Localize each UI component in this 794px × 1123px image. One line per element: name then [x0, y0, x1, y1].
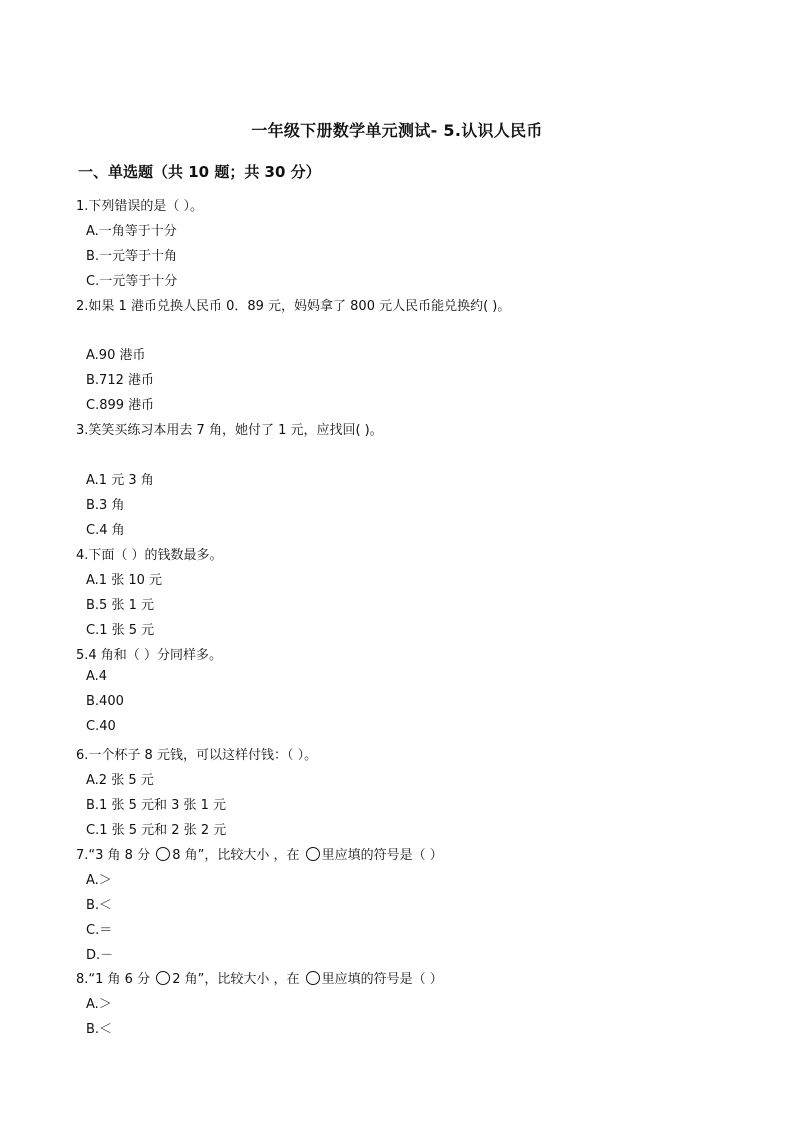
question-8-stem-part-2: 2 角”，比较大小 ，在: [172, 972, 304, 987]
question-2-option-a: A.90 港币: [86, 348, 146, 363]
question-2-option-b: B.712 港币: [86, 373, 154, 388]
question-4-stem: 4.下面（ ）的钱数最多。: [76, 548, 223, 563]
blank-circle-icon: [306, 847, 320, 861]
question-4-option-c: C.1 张 5 元: [86, 623, 155, 638]
question-1-option-a: A.一角等于十分: [86, 224, 177, 239]
question-6-option-b: B.1 张 5 元和 3 张 1 元: [86, 798, 227, 813]
question-8-stem-part-3: 里应填的符号是（ ）: [321, 972, 443, 987]
question-7-stem: [76, 844, 443, 863]
question-3-option-c: C.4 角: [86, 523, 125, 538]
question-6-option-c: C.1 张 5 元和 2 张 2 元: [86, 823, 227, 838]
question-6-stem: 6.一个杯子 8 元钱，可以这样付钱：（ ）。: [76, 748, 318, 763]
question-7-option-a: A.＞: [86, 873, 112, 888]
question-5-option-c: C.40: [86, 719, 116, 734]
section-heading: 一、单选题（共 10 题；共 30 分）: [78, 163, 321, 181]
question-4-option-a: A.1 张 10 元: [86, 573, 163, 588]
question-2-option-c: C.899 港币: [86, 398, 155, 413]
question-5-option-a: A.4: [86, 669, 108, 684]
question-2-stem: 2.如果 1 港币兑换人民币 0．89 元，妈妈拿了 800 元人民币能兑换约( )。: [76, 299, 511, 314]
question-8-stem-part-1: 8.“1 角 6 分: [76, 972, 155, 987]
question-7-option-c: C.＝: [86, 923, 113, 938]
question-8-option-b: B.＜: [86, 1022, 113, 1037]
question-7-option-b: B.＜: [86, 898, 113, 913]
question-1-option-b: B.一元等于十角: [86, 249, 178, 264]
page-title: 一年级下册数学单元测试- 5.认识人民币: [251, 121, 543, 140]
question-5-option-b: B.400: [86, 694, 124, 709]
question-7-stem-part-2: 8 角”，比较大小 ，在: [172, 848, 304, 863]
blank-circle-icon: [156, 971, 170, 985]
question-7-stem-part-1: 7.“3 角 8 分: [76, 848, 155, 863]
question-5-stem: 5.4 角和（ ）分同样多。: [76, 648, 222, 663]
question-7-stem-part-3: 里应填的符号是（ ）: [321, 848, 443, 863]
question-1-option-c: C.一元等于十分: [86, 274, 178, 289]
question-1-stem: 1.下列错误的是（ ）。: [76, 199, 204, 214]
question-7-option-d: D.－: [86, 948, 114, 963]
blank-circle-icon: [156, 847, 170, 861]
question-8-option-a: A.＞: [86, 997, 112, 1012]
blank-circle-icon: [306, 971, 320, 985]
question-8-stem: [76, 968, 443, 987]
question-6-option-a: A.2 张 5 元: [86, 773, 154, 788]
question-3-option-b: B.3 角: [86, 498, 125, 513]
question-3-option-a: A.1 元 3 角: [86, 473, 154, 488]
question-4-option-b: B.5 张 1 元: [86, 598, 154, 613]
question-3-stem: 3.笑笑买练习本用去 7 角，她付了 1 元，应找回( )。: [76, 423, 383, 438]
